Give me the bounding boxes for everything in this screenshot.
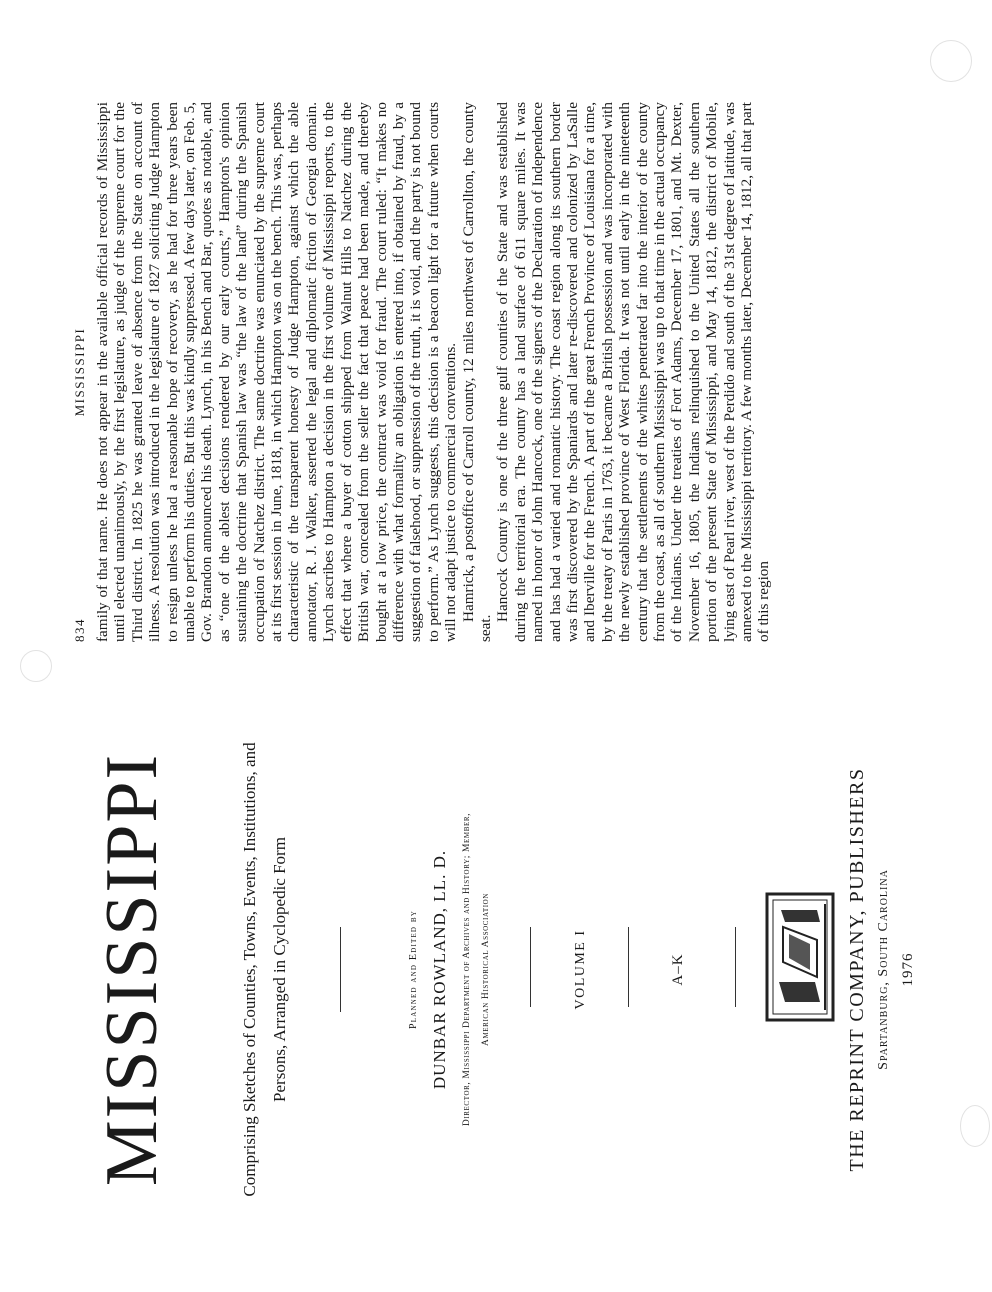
punch-hole-mark	[20, 650, 52, 682]
publisher-name: THE REPRINT COMPANY, PUBLISHERS	[846, 767, 868, 1172]
divider	[340, 927, 341, 1012]
divider	[628, 927, 629, 1007]
volume-label: VOLUME I	[573, 929, 588, 1010]
text-page	[72, 102, 972, 642]
publisher-device-icon	[765, 892, 835, 1022]
page-number: 834	[72, 618, 87, 642]
publisher-place: Spartanburg, South Carolina	[876, 869, 891, 1070]
paragraph: Hamrick, a postoffice of Carroll county, 12 miles northwest of Carrollton, the county seat.	[459, 102, 494, 642]
editor-credentials	[458, 667, 496, 1272]
punch-hole-mark	[930, 40, 972, 82]
running-head-title: MISSISSIPPI	[72, 327, 87, 417]
book-subtitle: Comprising Sketches of Counties, Towns, Events, Institutions, and Persons, Arranged in Cyclopedic Form	[240, 742, 289, 1197]
editor-credentials-line-2: American Historical Association	[481, 893, 491, 1046]
title-page	[20, 667, 970, 1272]
publication-year: 1976	[900, 952, 916, 987]
punch-hole-mark	[960, 1105, 990, 1147]
edited-by-label: Planned and Edited by	[408, 909, 419, 1030]
editor-name: DUNBAR ROWLAND, LL. D.	[430, 849, 449, 1090]
body-text	[94, 102, 773, 642]
divider	[530, 927, 531, 1007]
volume-range: A–K	[670, 953, 686, 986]
divider	[735, 927, 736, 1007]
editor-credentials-line-1: Director, Mississippi Department of Archives and History; Member,	[462, 812, 472, 1127]
paragraph: family of that name. He does not appear in the available official records of Mississippi until elected unanimously, by the first legislature, as judge of the supreme court for the Third district. In 1825 he was granted leave of absence from the State on account of illness. A resolution was introduced in the legislature of 1827 soliciting Judge Hampton to resign unless he had a reasonable hope of recovery, as he had for three years been unable to perform his duties. But this was kindly suppressed. A few days later, on Feb. 5, Gov. Brandon announced his death. Lynch, in his Bench and Bar, quotes as notable, and as “one of the ablest decisions rendered by our early courts,” Hampton's opinion sustaining the doctrine that Spanish law was “the law of the land” during the Spanish occupation of Natchez district. The same doctrine was enunciated by the supreme court at its first session in June, 1818, in which Hampton was on the bench. This was, perhaps characteristic of the transparent honesty of Judge Hampton, against which the able annotator, R. J. Walker, asserted the legal and diplomatic fiction of Georgia domain. Lynch ascribes to Hampton a decision in the first volume of Mississippi reports, to the effect that where a buyer of cotton shipped from Walnut Hills to Natchez during the British war, concealed from the seller the fact that peace had been made, and thereby bought at a low price, the contract was void for fraud. The court ruled: “It makes no difference with what formality an obligation is entered into, if obtained by fraud, by a suggestion of falsehood, or suppression of the truth, it is void, and the party is not bound to perform.” As Lynch suggests, this decision is a beacon light for a future when courts will not adapt justice to commercial conventions.	[94, 102, 460, 642]
paragraph: Hancock County is one of the three gulf counties of the State and was established during the territorial era. The county has a land surface of 611 square miles. It was named in honor of John Hancock, one of the signers of the Declaration of Independence and has had a varied and romantic history. The coast region along its southern border was first discovered by the Spaniards and later re-discovered and colonized by LaSalle and Iberville for the French. A part of the great French Province of Louisiana for a time, by the treaty of Paris in 1763, it became a British possession and was incorporated with the newly established province of West Florida. It was not until early in the nineteenth century that the settlements of the whites penetrated far into the interior of the county from the coast, as all of southern Mississippi was up to that time in the actual occupancy of the Indians. Under the treaties of Fort Adams, December 17, 1801, and Mt. Dexter, November 16, 1805, the Indians relinquished to the United States all the southern portion of the present State of Mississippi, and May 14, 1812, the district of Mobile, lying east of Pearl river, west of the Perdido and south of the 31st degree of latitude, was annexed to the Mississippi territory. A few months later, December 14, 1812, all that part of this region	[494, 102, 773, 642]
running-head	[72, 102, 94, 642]
book-title: MISSISSIPPI	[91, 752, 173, 1187]
